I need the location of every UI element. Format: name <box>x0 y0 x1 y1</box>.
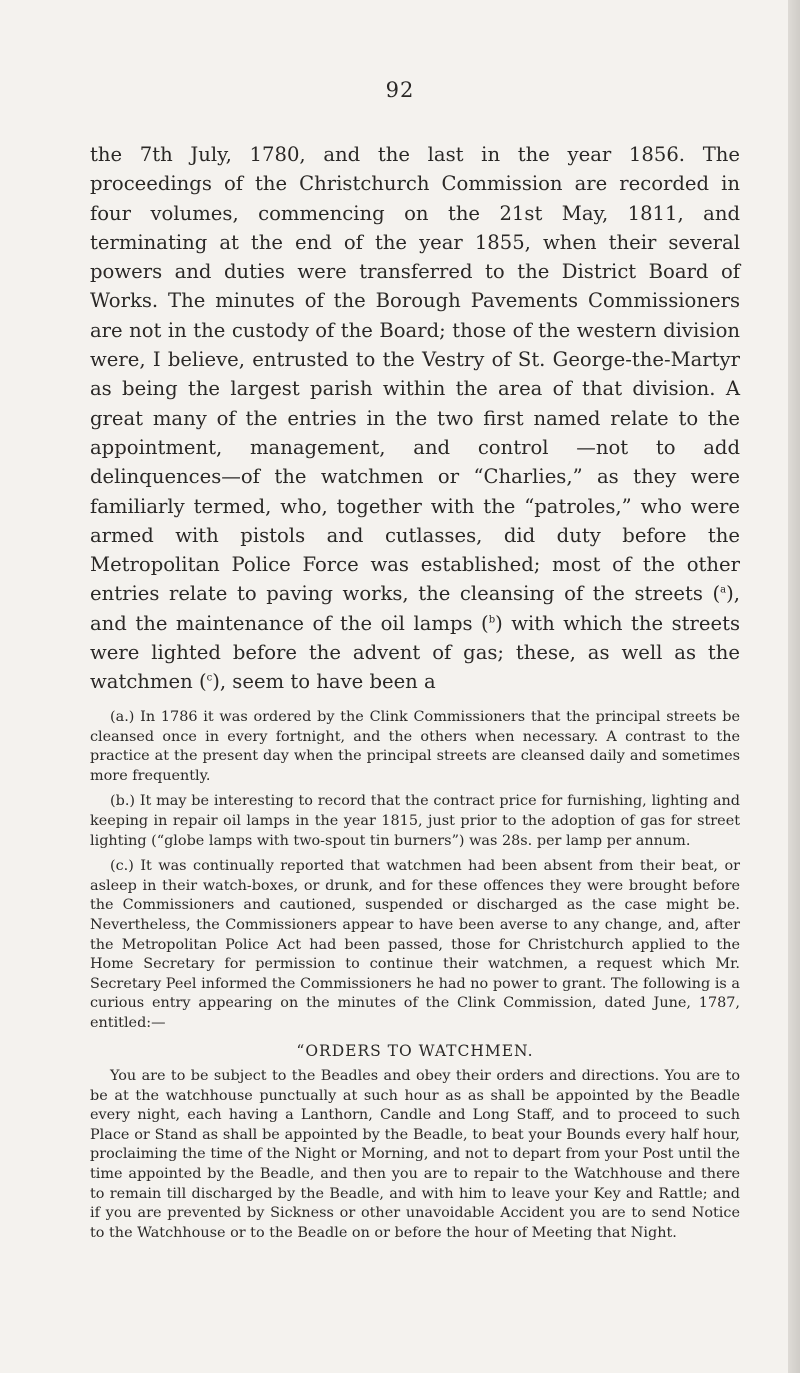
main-text-part-2: ), and the maintenance of the oil lamps ( <box>90 582 740 635</box>
footnote-ref-b: b <box>488 614 496 626</box>
footnote-a <box>90 708 740 786</box>
page-number: 92 <box>385 78 415 102</box>
footnote-text: It may be interesting to record that the contract price for furnishing, lighting and keeping in repair oil lamps in the year 1815, just prior to the adoption of gas for street lighting (“globe lamps with two-spout tin burners”) was 28s. per lamp per annum. <box>90 793 741 849</box>
footnote-ref-c: c <box>206 672 213 684</box>
page-edge <box>788 0 800 1373</box>
footnote-label: (c.) <box>110 858 134 875</box>
footnote-label: (b.) <box>110 793 136 810</box>
footnote-label: (a.) <box>110 709 135 725</box>
orders-heading: “ORDERS TO WATCHMEN. <box>296 1041 534 1060</box>
footnotes-section <box>90 708 740 1243</box>
main-paragraph <box>90 140 740 697</box>
footnote-text: In 1786 it was ordered by the Clink Commissioners that the principal streets be cleansed once in every fortnight, and the others when necessary. A contrast to the practice at the present day when the principal streets are cleansed daily and sometimes more frequently. <box>90 709 740 784</box>
footnote-c <box>90 857 740 1033</box>
main-text-part-3: ) with which the streets were lighted before the advent of gas; these, as well as the watchmen ( <box>90 611 740 694</box>
footnote-text: It was continually reported that watchmen had been absent from their beat, or asleep in their watch-boxes, or drunk, and for these offences they were brought before the Commissioners and cautioned, suspended or discharged as the case might be. Nevertheless, the Commissioners appear to have been averse to any change, and, after the Metropolitan Police Act had been passed, those for Christchurch applied to the Home Secretary for permission to continue their watchmen, a request which Mr. Secretary Peel informed the Commissioners he had no power to grant. The following is a curious entry appearing on the minutes of the Clink Commission, dated June, 1787, entitled:— <box>90 858 741 1031</box>
footnote-ref-a: a <box>720 584 727 596</box>
main-text-part-1: the 7th July, 1780, and the last in the year 1856. The proceedings of the Christchurch Commission are recorded in four volumes, commencing on the 21st May, 1811, and terminating at the end of the year 1855, when their several powers and duties were transferred to the District Board of Works. The minutes of the Borough Pavements Commissioners are not in the custody of the Board; those of the western division were, I believe, entrusted to the Vestry of St. George-the-Martyr as being the largest parish within the area of that division. A great many of the entries in the two first named relate to the appointment, management, and control —not to add delinquences—of the watchmen or “Charlies,” as they were familiarly termed, who, together with the “patroles,” who were armed with pistols and cutlasses, did duty before the Metropolitan Police Force was established; most of the other entries relate to paving works, the cleansing of the streets ( <box>90 143 740 606</box>
orders-body: You are to be subject to the Beadles and obey their orders and directions. You are to be at the watchhouse punctually at such hour as as shall be appointed by the Beadle every night, each having a Lanthorn, Candle and Long Staff, and to proceed to such Place or Stand as shall be appointed by the Beadle, to beat your Bounds every half hour, proclaiming the time of the Night or Morning, and not to depart from your Post until the time appointed by the Beadle, and then you are to repair to the Watchhouse and there to remain till discharged by the Beadle, and with him to leave your Key and Rattle; and if you are prevented by Sickness or other unavoidable Accident you are to send Notice to the Watchhouse or to the Beadle on or before the hour of Meeting that Night. <box>90 1068 740 1241</box>
footnote-b <box>90 792 740 851</box>
main-text-part-4: ), seem to have been a <box>212 670 436 694</box>
